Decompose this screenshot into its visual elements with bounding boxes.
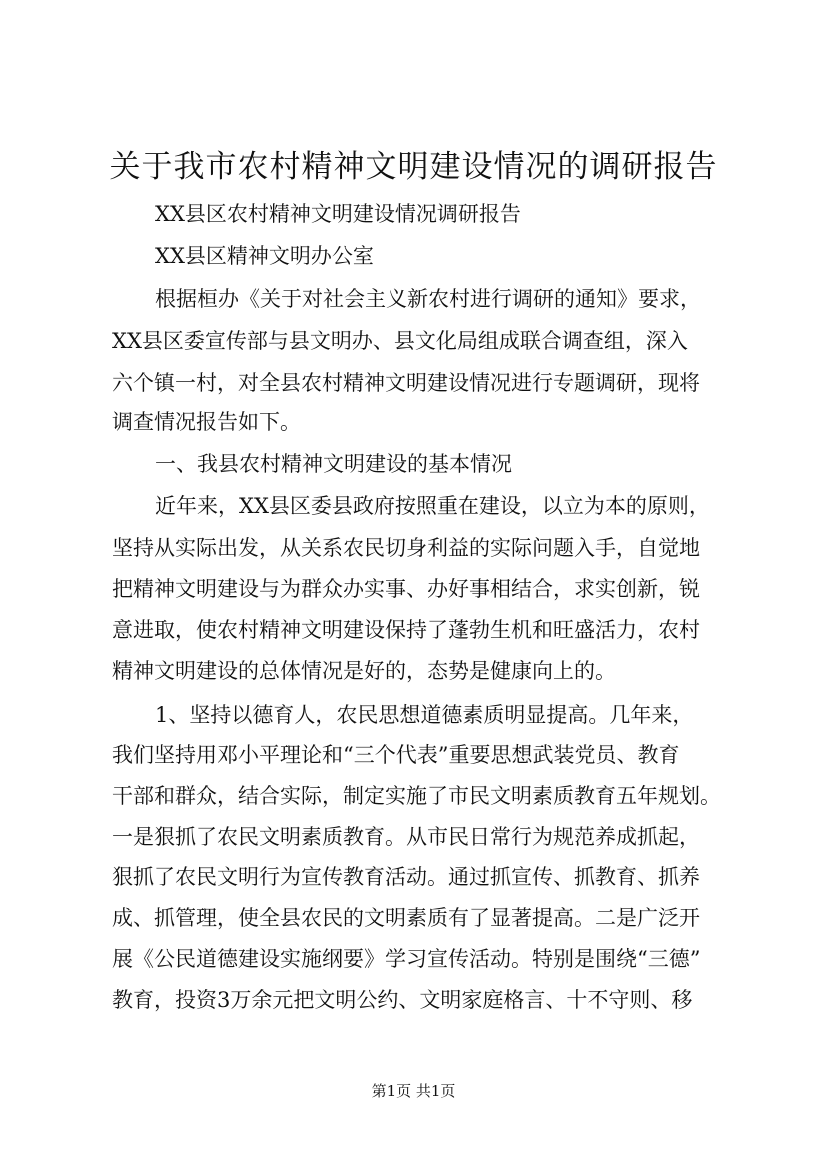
paragraph-line: 六个镇一村，对全县农村精神文明建设情况进行专题调研，现将 <box>112 371 700 395</box>
paragraph-line: 根据桓办《关于对社会主义新农村进行调研的通知》要求， <box>155 287 701 311</box>
document-title: 关于我市农村精神文明建设情况的调研报告 <box>109 149 718 185</box>
paragraph-line: 成、抓管理，使全县农民的文明素质有了显著提高。二是广泛开 <box>112 906 700 930</box>
paragraph-line: 1、坚持以德育人，农民思想道德素质明显提高。几年来， <box>155 703 694 727</box>
paragraph-line: 狠抓了农民文明行为宣传教育活动。通过抓宣传、抓教育、抓养 <box>112 865 700 889</box>
paragraph-line: 展《公民道德建设实施纲要》学习宣传活动。特别是围绕“三德” <box>112 947 701 971</box>
paragraph-line: 精神文明建设的总体情况是好的，态势是健康向上的。 <box>112 659 616 683</box>
author-line: XX县区精神文明办公室 <box>155 244 374 268</box>
subtitle-line: XX县区农村精神文明建设情况调研报告 <box>155 202 521 226</box>
paragraph-line: 近年来，XX县区委县政府按照重在建设，以立为本的原则， <box>155 494 710 518</box>
section-heading: 一、我县农村精神文明建设的基本情况 <box>155 452 512 476</box>
paragraph-line: 调查情况报告如下。 <box>112 410 301 434</box>
page-number: 第1页 共1页 <box>371 1082 456 1100</box>
paragraph-line: 我们坚持用邓小平理论和“三个代表”重要思想武装党员、教育 <box>112 743 680 767</box>
paragraph-line: 坚持从实际出发，从关系农民切身利益的实际问题入手，自觉地 <box>112 536 700 560</box>
paragraph-line: XX县区委宣传部与县文明办、县文化局组成联合调查组，深入 <box>112 329 688 353</box>
paragraph-line: 干部和群众，结合实际，制定实施了市民文明素质教育五年规划。 <box>112 784 721 808</box>
paragraph-line: 意进取，使农村精神文明建设保持了蓬勃生机和旺盛活力，农村 <box>112 618 700 642</box>
paragraph-line: 教育，投资3万余元把文明公约、文明家庭格言、十不守则、移 <box>112 988 693 1012</box>
paragraph-line: 把精神文明建设与为群众办实事、办好事相结合，求实创新，锐 <box>112 577 700 601</box>
paragraph-line: 一是狠抓了农民文明素质教育。从市民日常行为规范养成抓起， <box>112 825 700 849</box>
